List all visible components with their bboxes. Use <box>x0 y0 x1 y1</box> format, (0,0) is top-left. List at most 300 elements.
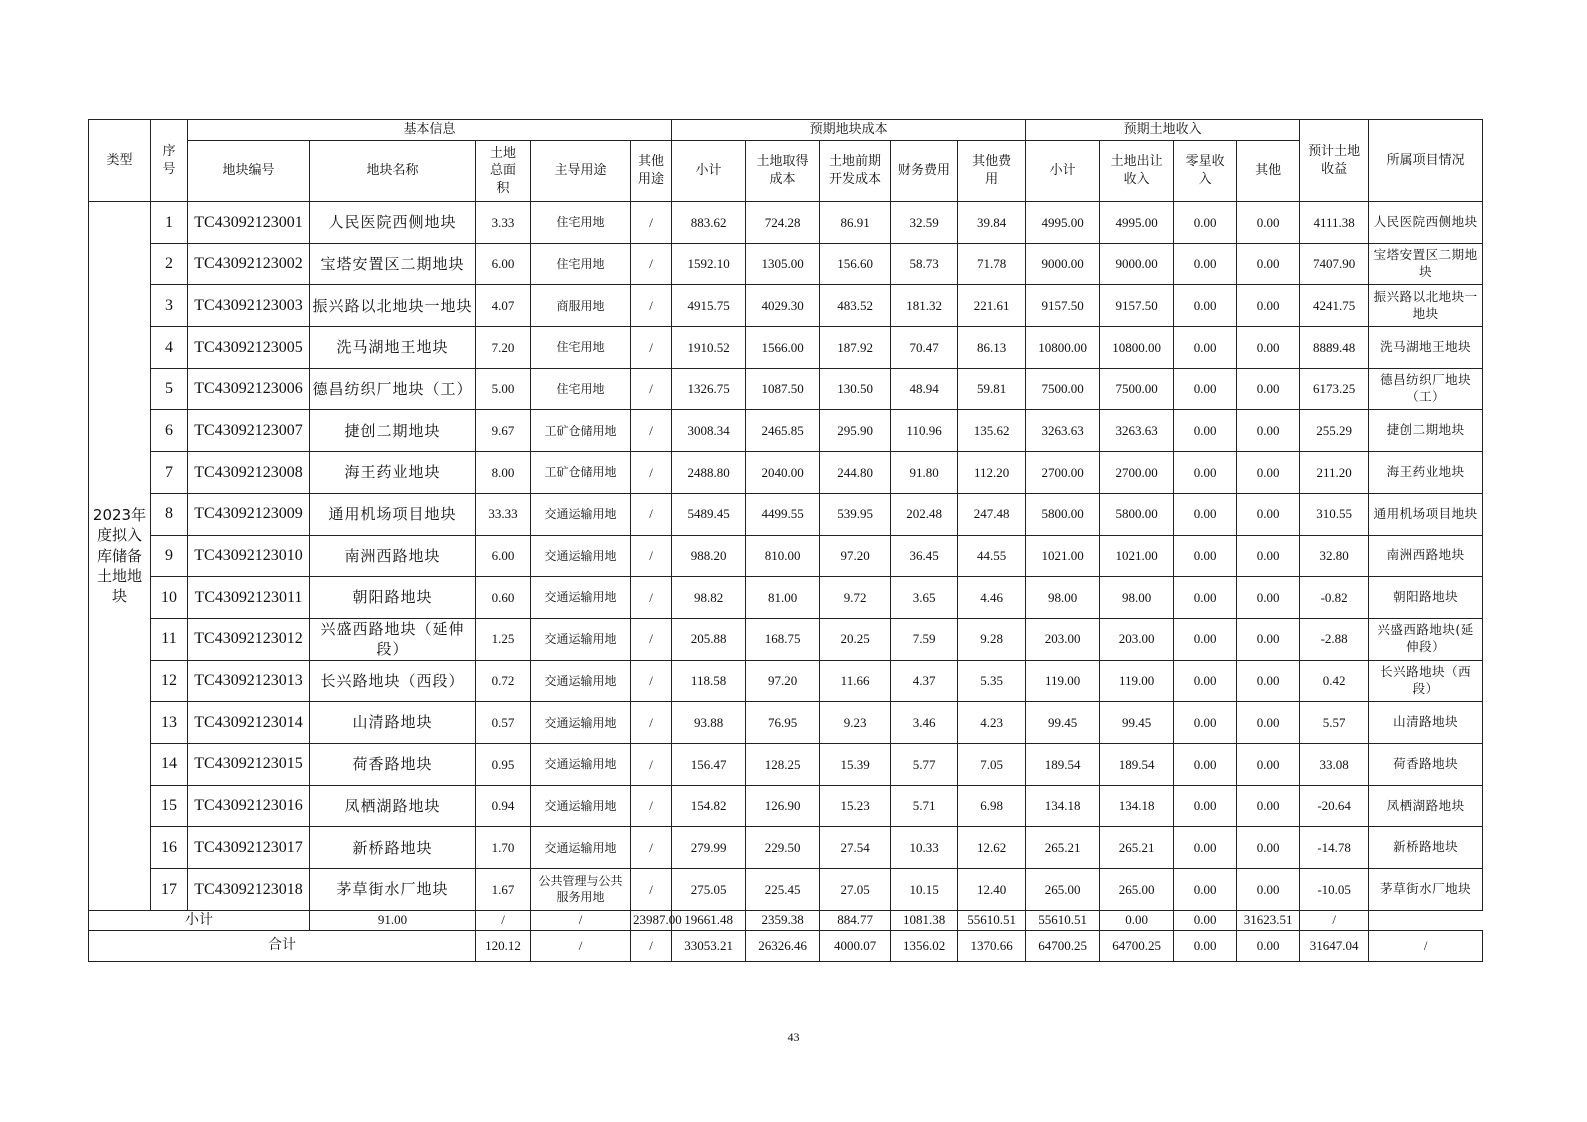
total-sporadic: 0.00 <box>1174 930 1237 961</box>
row-name: 捷创二期地块 <box>310 410 476 452</box>
row-transfer-income: 4995.00 <box>1100 202 1174 244</box>
row-main-use: 交通运输用地 <box>531 702 631 744</box>
row-name: 通用机场项目地块 <box>310 493 476 535</box>
row-transfer-income: 5800.00 <box>1100 493 1174 535</box>
row-sporadic-income: 0.00 <box>1174 368 1237 410</box>
header-main-use: 主导用途 <box>531 141 631 202</box>
row-other-income: 0.00 <box>1237 202 1300 244</box>
row-income-total: 9000.00 <box>1026 243 1100 285</box>
row-name: 洗马湖地王地块 <box>310 327 476 369</box>
row-main-use: 商服用地 <box>531 285 631 327</box>
table-row <box>89 785 1483 827</box>
row-predev-cost: 244.80 <box>820 452 891 494</box>
row-finance-cost: 202.48 <box>891 493 958 535</box>
row-expected-profit: -2.88 <box>1300 618 1369 660</box>
row-sporadic-income: 0.00 <box>1174 285 1237 327</box>
row-predev-cost: 130.50 <box>820 368 891 410</box>
row-index: 12 <box>151 660 188 702</box>
subtotal-row <box>89 910 1483 930</box>
row-finance-cost: 5.77 <box>891 743 958 785</box>
table-row <box>89 743 1483 785</box>
row-project: 德昌纺织厂地块（工） <box>1369 368 1483 410</box>
total-row <box>89 930 1483 961</box>
row-sporadic-income: 0.00 <box>1174 702 1237 744</box>
row-other-cost: 39.84 <box>958 202 1026 244</box>
row-transfer-income: 99.45 <box>1100 702 1174 744</box>
row-area: 9.67 <box>476 410 531 452</box>
row-area: 1.70 <box>476 827 531 869</box>
row-project: 宝塔安置区二期地块 <box>1369 243 1483 285</box>
row-expected-profit: 255.29 <box>1300 410 1369 452</box>
row-other-income: 0.00 <box>1237 285 1300 327</box>
row-index: 5 <box>151 368 188 410</box>
row-expected-profit: 310.55 <box>1300 493 1369 535</box>
table-row <box>89 827 1483 869</box>
table-header <box>89 120 1483 202</box>
row-expected-profit: -10.05 <box>1300 869 1369 911</box>
row-cost-total: 988.20 <box>672 535 746 577</box>
row-main-use: 工矿仓储用地 <box>531 410 631 452</box>
row-index: 16 <box>151 827 188 869</box>
row-main-use: 交通运输用地 <box>531 493 631 535</box>
header-area: 土地总面积 <box>476 141 531 202</box>
row-index: 4 <box>151 327 188 369</box>
row-name: 振兴路以北地块一地块 <box>310 285 476 327</box>
row-index: 11 <box>151 618 188 660</box>
row-cost-total: 98.82 <box>672 577 746 619</box>
row-income-total: 119.00 <box>1026 660 1100 702</box>
row-other-cost: 4.46 <box>958 577 1026 619</box>
row-acquire-cost: 1566.00 <box>746 327 820 369</box>
row-name: 荷香路地块 <box>310 743 476 785</box>
row-code: TC43092123007 <box>188 410 310 452</box>
row-other-cost: 247.48 <box>958 493 1026 535</box>
row-expected-profit: -20.64 <box>1300 785 1369 827</box>
table-row <box>89 202 1483 244</box>
row-finance-cost: 91.80 <box>891 452 958 494</box>
row-expected-profit: 4111.38 <box>1300 202 1369 244</box>
row-code: TC43092123014 <box>188 702 310 744</box>
row-project: 人民医院西侧地块 <box>1369 202 1483 244</box>
row-transfer-income: 2700.00 <box>1100 452 1174 494</box>
row-acquire-cost: 126.90 <box>746 785 820 827</box>
row-transfer-income: 98.00 <box>1100 577 1174 619</box>
row-project: 山清路地块 <box>1369 702 1483 744</box>
row-area: 7.20 <box>476 327 531 369</box>
table-row <box>89 535 1483 577</box>
subtotal-use: / <box>476 910 531 930</box>
row-expected-profit: 6173.25 <box>1300 368 1369 410</box>
subtotal-sporadic: 0.00 <box>1100 910 1174 930</box>
row-finance-cost: 3.65 <box>891 577 958 619</box>
row-other-use: / <box>631 743 672 785</box>
row-index: 14 <box>151 743 188 785</box>
row-cost-total: 1910.52 <box>672 327 746 369</box>
row-other-cost: 12.62 <box>958 827 1026 869</box>
row-name: 山清路地块 <box>310 702 476 744</box>
row-area: 0.57 <box>476 702 531 744</box>
total-area: 120.12 <box>476 930 531 961</box>
total-finance: 1356.02 <box>891 930 958 961</box>
row-index: 7 <box>151 452 188 494</box>
row-other-use: / <box>631 410 672 452</box>
row-sporadic-income: 0.00 <box>1174 327 1237 369</box>
row-other-income: 0.00 <box>1237 243 1300 285</box>
row-expected-profit: 0.42 <box>1300 660 1369 702</box>
row-expected-profit: 211.20 <box>1300 452 1369 494</box>
row-cost-total: 5489.45 <box>672 493 746 535</box>
row-area: 0.60 <box>476 577 531 619</box>
row-predev-cost: 86.91 <box>820 202 891 244</box>
row-other-cost: 44.55 <box>958 535 1026 577</box>
row-other-cost: 71.78 <box>958 243 1026 285</box>
row-income-total: 7500.00 <box>1026 368 1100 410</box>
header-group-basic: 基本信息 <box>188 120 672 141</box>
row-code: TC43092123013 <box>188 660 310 702</box>
header-other-cost: 其他费用 <box>958 141 1026 202</box>
row-name: 南洲西路地块 <box>310 535 476 577</box>
row-other-income: 0.00 <box>1237 452 1300 494</box>
row-finance-cost: 48.94 <box>891 368 958 410</box>
row-transfer-income: 7500.00 <box>1100 368 1174 410</box>
row-project: 凤栖湖路地块 <box>1369 785 1483 827</box>
row-other-income: 0.00 <box>1237 702 1300 744</box>
total-project: / <box>1369 930 1483 961</box>
row-predev-cost: 187.92 <box>820 327 891 369</box>
row-code: TC43092123015 <box>188 743 310 785</box>
header-name: 地块名称 <box>310 141 476 202</box>
row-other-income: 0.00 <box>1237 327 1300 369</box>
row-cost-total: 883.62 <box>672 202 746 244</box>
row-area: 0.94 <box>476 785 531 827</box>
row-acquire-cost: 128.25 <box>746 743 820 785</box>
row-acquire-cost: 4499.55 <box>746 493 820 535</box>
row-finance-cost: 70.47 <box>891 327 958 369</box>
row-cost-total: 275.05 <box>672 869 746 911</box>
row-code: TC43092123005 <box>188 327 310 369</box>
row-cost-total: 1326.75 <box>672 368 746 410</box>
subtotal-area: 91.00 <box>310 910 476 930</box>
row-project: 通用机场项目地块 <box>1369 493 1483 535</box>
row-name: 新桥路地块 <box>310 827 476 869</box>
row-other-income: 0.00 <box>1237 535 1300 577</box>
table-row <box>89 577 1483 619</box>
row-code: TC43092123018 <box>188 869 310 911</box>
row-index: 6 <box>151 410 188 452</box>
row-finance-cost: 5.71 <box>891 785 958 827</box>
total-other-use: / <box>631 930 672 961</box>
table-row <box>89 285 1483 327</box>
row-finance-cost: 7.59 <box>891 618 958 660</box>
header-project: 所属项目情况 <box>1369 120 1483 202</box>
row-main-use: 交通运输用地 <box>531 535 631 577</box>
row-predev-cost: 483.52 <box>820 285 891 327</box>
row-other-cost: 112.20 <box>958 452 1026 494</box>
row-project: 振兴路以北地块一地块 <box>1369 285 1483 327</box>
row-cost-total: 3008.34 <box>672 410 746 452</box>
row-acquire-cost: 229.50 <box>746 827 820 869</box>
row-income-total: 265.00 <box>1026 869 1100 911</box>
subtotal-label: 小计 <box>89 910 310 930</box>
row-area: 5.00 <box>476 368 531 410</box>
table-row <box>89 368 1483 410</box>
table-body <box>89 202 1483 911</box>
row-acquire-cost: 1305.00 <box>746 243 820 285</box>
row-finance-cost: 32.59 <box>891 202 958 244</box>
row-other-cost: 6.98 <box>958 785 1026 827</box>
header-expected-profit: 预计土地收益 <box>1300 120 1369 202</box>
row-name: 茅草街水厂地块 <box>310 869 476 911</box>
row-income-total: 189.54 <box>1026 743 1100 785</box>
header-income-subtotal: 小计 <box>1026 141 1100 202</box>
row-project: 兴盛西路地块(延伸段） <box>1369 618 1483 660</box>
row-acquire-cost: 2040.00 <box>746 452 820 494</box>
row-income-total: 98.00 <box>1026 577 1100 619</box>
row-code: TC43092123009 <box>188 493 310 535</box>
row-transfer-income: 9000.00 <box>1100 243 1174 285</box>
row-sporadic-income: 0.00 <box>1174 535 1237 577</box>
row-finance-cost: 4.37 <box>891 660 958 702</box>
header-type: 类型 <box>89 120 151 202</box>
row-other-use: / <box>631 535 672 577</box>
row-other-cost: 59.81 <box>958 368 1026 410</box>
row-code: TC43092123010 <box>188 535 310 577</box>
row-code: TC43092123011 <box>188 577 310 619</box>
row-other-use: / <box>631 785 672 827</box>
category-cell: 2023年度拟入库储备土地地块 <box>89 202 151 911</box>
row-transfer-income: 1021.00 <box>1100 535 1174 577</box>
row-cost-total: 279.99 <box>672 827 746 869</box>
row-income-total: 4995.00 <box>1026 202 1100 244</box>
row-project: 洗马湖地王地块 <box>1369 327 1483 369</box>
row-other-cost: 221.61 <box>958 285 1026 327</box>
row-predev-cost: 97.20 <box>820 535 891 577</box>
row-other-income: 0.00 <box>1237 618 1300 660</box>
row-acquire-cost: 76.95 <box>746 702 820 744</box>
row-income-total: 5800.00 <box>1026 493 1100 535</box>
total-cost-total: 33053.21 <box>672 930 746 961</box>
subtotal-finance: 884.77 <box>820 910 891 930</box>
row-expected-profit: -14.78 <box>1300 827 1369 869</box>
row-main-use: 住宅用地 <box>531 202 631 244</box>
header-index: 序号 <box>151 120 188 202</box>
row-predev-cost: 15.23 <box>820 785 891 827</box>
row-project: 海王药业地块 <box>1369 452 1483 494</box>
land-reserve-table <box>88 119 1483 962</box>
row-index: 13 <box>151 702 188 744</box>
row-index: 15 <box>151 785 188 827</box>
total-transfer: 64700.25 <box>1100 930 1174 961</box>
row-index: 10 <box>151 577 188 619</box>
row-acquire-cost: 4029.30 <box>746 285 820 327</box>
header-other-income: 其他 <box>1237 141 1300 202</box>
row-sporadic-income: 0.00 <box>1174 785 1237 827</box>
row-name: 凤栖湖路地块 <box>310 785 476 827</box>
row-income-total: 99.45 <box>1026 702 1100 744</box>
row-transfer-income: 134.18 <box>1100 785 1174 827</box>
row-code: TC43092123016 <box>188 785 310 827</box>
row-finance-cost: 181.32 <box>891 285 958 327</box>
header-code: 地块编号 <box>188 141 310 202</box>
row-name: 德昌纺织厂地块（工） <box>310 368 476 410</box>
subtotal-project: / <box>1300 910 1369 930</box>
row-sporadic-income: 0.00 <box>1174 452 1237 494</box>
row-area: 6.00 <box>476 535 531 577</box>
row-area: 33.33 <box>476 493 531 535</box>
row-cost-total: 118.58 <box>672 660 746 702</box>
row-cost-total: 154.82 <box>672 785 746 827</box>
row-sporadic-income: 0.00 <box>1174 243 1237 285</box>
row-transfer-income: 10800.00 <box>1100 327 1174 369</box>
row-code: TC43092123006 <box>188 368 310 410</box>
row-cost-total: 2488.80 <box>672 452 746 494</box>
row-expected-profit: 7407.90 <box>1300 243 1369 285</box>
row-other-use: / <box>631 618 672 660</box>
row-other-cost: 5.35 <box>958 660 1026 702</box>
row-area: 4.07 <box>476 285 531 327</box>
row-predev-cost: 27.05 <box>820 869 891 911</box>
header-sporadic-income: 零星收入 <box>1174 141 1237 202</box>
row-income-total: 265.21 <box>1026 827 1100 869</box>
table-row <box>89 243 1483 285</box>
header-predev-cost: 土地前期开发成本 <box>820 141 891 202</box>
row-main-use: 交通运输用地 <box>531 785 631 827</box>
row-cost-total: 4915.75 <box>672 285 746 327</box>
row-transfer-income: 119.00 <box>1100 660 1174 702</box>
row-area: 8.00 <box>476 452 531 494</box>
row-income-total: 2700.00 <box>1026 452 1100 494</box>
row-other-income: 0.00 <box>1237 743 1300 785</box>
row-code: TC43092123008 <box>188 452 310 494</box>
row-other-income: 0.00 <box>1237 410 1300 452</box>
row-other-income: 0.00 <box>1237 827 1300 869</box>
row-other-income: 0.00 <box>1237 368 1300 410</box>
row-acquire-cost: 225.45 <box>746 869 820 911</box>
row-area: 1.25 <box>476 618 531 660</box>
row-cost-total: 93.88 <box>672 702 746 744</box>
table-row <box>89 660 1483 702</box>
table-row <box>89 702 1483 744</box>
row-code: TC43092123017 <box>188 827 310 869</box>
row-other-income: 0.00 <box>1237 785 1300 827</box>
total-other-income: 0.00 <box>1237 930 1300 961</box>
row-income-total: 134.18 <box>1026 785 1100 827</box>
row-index: 1 <box>151 202 188 244</box>
row-other-use: / <box>631 202 672 244</box>
subtotal-other-cost: 1081.38 <box>891 910 958 930</box>
row-expected-profit: 8889.48 <box>1300 327 1369 369</box>
row-expected-profit: 33.08 <box>1300 743 1369 785</box>
table-row <box>89 493 1483 535</box>
row-acquire-cost: 168.75 <box>746 618 820 660</box>
table-summary <box>89 910 1483 961</box>
row-other-use: / <box>631 368 672 410</box>
row-predev-cost: 295.90 <box>820 410 891 452</box>
row-index: 3 <box>151 285 188 327</box>
total-profit: 31647.04 <box>1300 930 1369 961</box>
row-sporadic-income: 0.00 <box>1174 410 1237 452</box>
table-row <box>89 452 1483 494</box>
row-area: 0.72 <box>476 660 531 702</box>
table-row <box>89 327 1483 369</box>
header-other-use: 其他用途 <box>631 141 672 202</box>
row-acquire-cost: 1087.50 <box>746 368 820 410</box>
row-sporadic-income: 0.00 <box>1174 577 1237 619</box>
row-project: 朝阳路地块 <box>1369 577 1483 619</box>
row-name: 人民医院西侧地块 <box>310 202 476 244</box>
row-main-use: 交通运输用地 <box>531 660 631 702</box>
row-area: 3.33 <box>476 202 531 244</box>
row-finance-cost: 36.45 <box>891 535 958 577</box>
row-area: 1.67 <box>476 869 531 911</box>
row-main-use: 交通运输用地 <box>531 827 631 869</box>
row-finance-cost: 58.73 <box>891 243 958 285</box>
row-predev-cost: 9.23 <box>820 702 891 744</box>
row-acquire-cost: 81.00 <box>746 577 820 619</box>
row-predev-cost: 15.39 <box>820 743 891 785</box>
row-sporadic-income: 0.00 <box>1174 660 1237 702</box>
row-income-total: 9157.50 <box>1026 285 1100 327</box>
row-index: 2 <box>151 243 188 285</box>
row-code: TC43092123001 <box>188 202 310 244</box>
row-project: 新桥路地块 <box>1369 827 1483 869</box>
row-transfer-income: 189.54 <box>1100 743 1174 785</box>
row-name: 宝塔安置区二期地块 <box>310 243 476 285</box>
row-predev-cost: 20.25 <box>820 618 891 660</box>
header-finance-cost: 财务费用 <box>891 141 958 202</box>
subtotal-other-use: / <box>531 910 631 930</box>
row-expected-profit: -0.82 <box>1300 577 1369 619</box>
subtotal-other-income: 0.00 <box>1174 910 1237 930</box>
row-predev-cost: 11.66 <box>820 660 891 702</box>
row-other-cost: 86.13 <box>958 327 1026 369</box>
row-other-use: / <box>631 327 672 369</box>
total-other-cost: 1370.66 <box>958 930 1026 961</box>
row-transfer-income: 3263.63 <box>1100 410 1174 452</box>
subtotal-acquire: 19661.48 <box>672 910 746 930</box>
table-row <box>89 869 1483 911</box>
row-code: TC43092123012 <box>188 618 310 660</box>
table-row <box>89 410 1483 452</box>
row-other-use: / <box>631 827 672 869</box>
row-project: 长兴路地块（西段） <box>1369 660 1483 702</box>
row-name: 长兴路地块（西段） <box>310 660 476 702</box>
row-code: TC43092123002 <box>188 243 310 285</box>
row-cost-total: 205.88 <box>672 618 746 660</box>
row-expected-profit: 5.57 <box>1300 702 1369 744</box>
row-sporadic-income: 0.00 <box>1174 869 1237 911</box>
row-other-use: / <box>631 577 672 619</box>
row-other-use: / <box>631 493 672 535</box>
row-acquire-cost: 810.00 <box>746 535 820 577</box>
row-income-total: 203.00 <box>1026 618 1100 660</box>
row-index: 17 <box>151 869 188 911</box>
subtotal-cost-total: 23987.00 <box>631 910 672 930</box>
row-acquire-cost: 724.28 <box>746 202 820 244</box>
total-use: / <box>531 930 631 961</box>
row-other-income: 0.00 <box>1237 869 1300 911</box>
row-name: 海王药业地块 <box>310 452 476 494</box>
row-acquire-cost: 97.20 <box>746 660 820 702</box>
row-name: 兴盛西路地块（延伸段） <box>310 618 476 660</box>
row-code: TC43092123003 <box>188 285 310 327</box>
row-other-use: / <box>631 702 672 744</box>
row-project: 茅草街水厂地块 <box>1369 869 1483 911</box>
row-project: 捷创二期地块 <box>1369 410 1483 452</box>
row-area: 0.95 <box>476 743 531 785</box>
header-group-cost: 预期地块成本 <box>672 120 1026 141</box>
row-predev-cost: 156.60 <box>820 243 891 285</box>
